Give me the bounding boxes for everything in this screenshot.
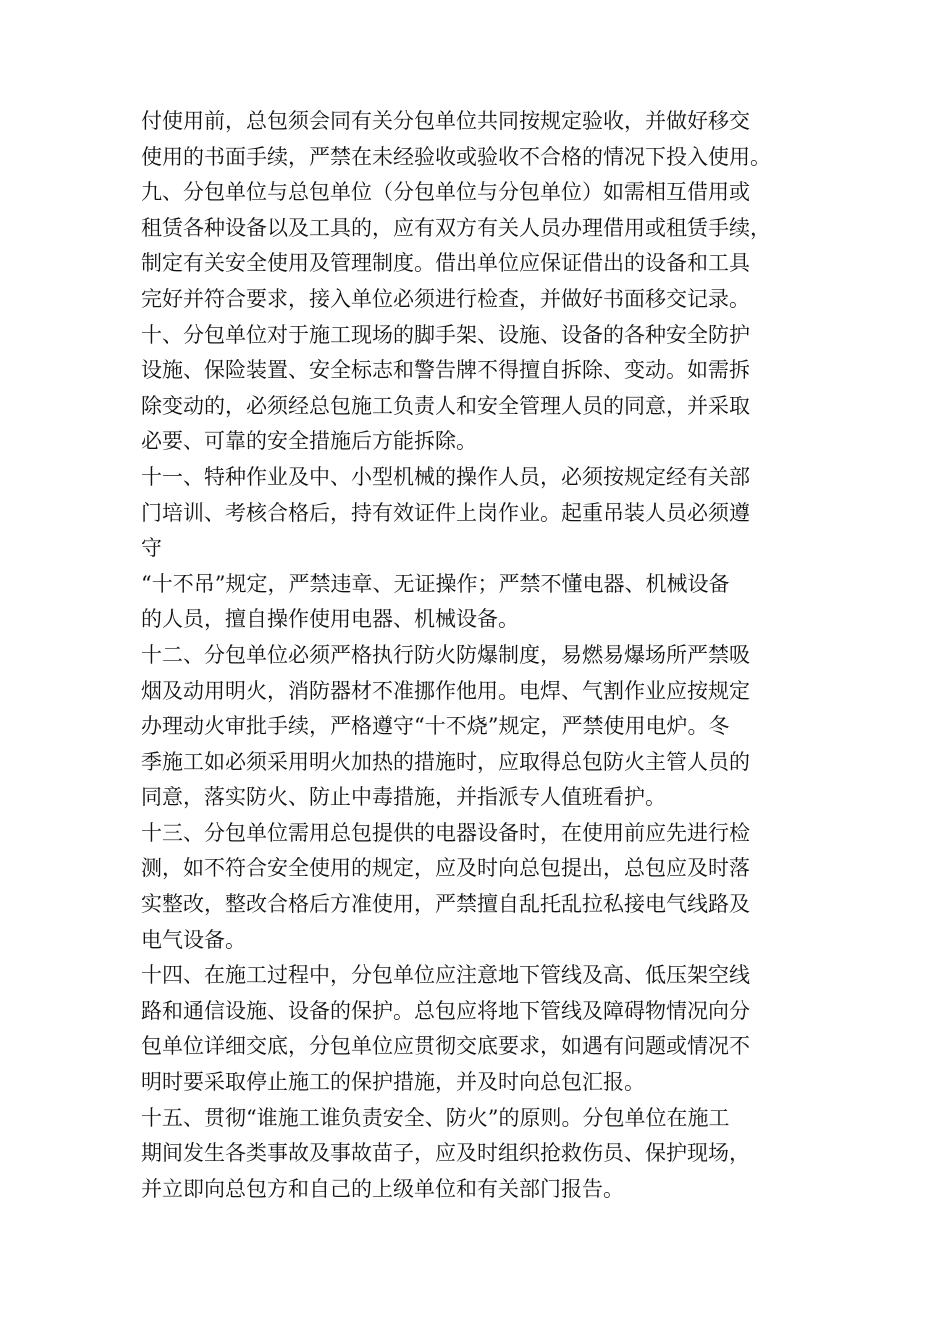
text-line: 烟及动用明火，消防器材不准挪作他用。电焊、气割作业应按规定 (141, 678, 750, 703)
text-line: 电气设备。 (141, 927, 246, 952)
text-line: 十一、特种作业及中、小型机械的操作人员，必须按规定经有关部 (141, 464, 750, 489)
text-line: 必要、可靠的安全措施后方能拆除。 (141, 429, 477, 454)
text-line: 九、分包单位与总包单位（分包单位与分包单位）如需相互借用或 (141, 180, 750, 205)
text-line: 门培训、考核合格后，持有效证件上岗作业。起重吊装人员必须遵 (141, 500, 750, 525)
text-line: 十四、在施工过程中，分包单位应注意地下管线及高、低压架空线 (141, 963, 750, 988)
text-line: 十五、贯彻“谁施工谁负责安全、防火”的原则。分包单位在施工 (141, 1105, 730, 1130)
text-line: “十不吊”规定，严禁违章、无证操作；严禁不懂电器、机械设备 (141, 571, 730, 596)
text-line: 制定有关安全使用及管理制度。借出单位应保证借出的设备和工具 (141, 251, 750, 276)
text-line: 办理动火审批手续，严格遵守“十不烧”规定，严禁使用电炉。冬 (141, 714, 730, 739)
text-line: 路和通信设施、设备的保护。总包应将地下管线及障碍物情况向分 (141, 998, 750, 1023)
text-line: 完好并符合要求，接入单位必须进行检查，并做好书面移交记录。 (141, 286, 750, 311)
text-line: 守 (141, 536, 162, 561)
text-line: 实整改，整改合格后方准使用，严禁擅自乱托乱拉私接电气线路及 (141, 892, 750, 917)
text-line: 使用的书面手续，严禁在未经验收或验收不合格的情况下投入使用。 (141, 144, 771, 169)
text-line: 同意，落实防火、防止中毒措施，并指派专人值班看护。 (141, 785, 666, 810)
text-line: 测，如不符合安全使用的规定，应及时向总包提出，总包应及时落 (141, 856, 750, 881)
text-line: 十二、分包单位必须严格执行防火防爆制度，易燃易爆场所严禁吸 (141, 642, 750, 667)
text-line: 十、分包单位对于施工现场的脚手架、设施、设备的各种安全防护 (141, 322, 750, 347)
text-line: 设施、保险装置、安全标志和警告牌不得擅自拆除、变动。如需拆 (141, 358, 750, 383)
text-line: 十三、分包单位需用总包提供的电器设备时，在使用前应先进行检 (141, 820, 750, 845)
text-line: 包单位详细交底，分包单位应贯彻交底要求，如遇有问题或情况不 (141, 1034, 750, 1059)
text-line: 期间发生各类事故及事故苗子，应及时组织抢救伤员、保护现场， (141, 1141, 750, 1166)
text-line: 租赁各种设备以及工具的，应有双方有关人员办理借用或租赁手续， (141, 215, 771, 240)
text-line: 明时要采取停止施工的保护措施，并及时向总包汇报。 (141, 1070, 645, 1095)
text-line: 付使用前，总包须会同有关分包单位共同按规定验收，并做好移交 (141, 109, 750, 133)
text-line: 季施工如必须采用明火加热的措施时，应取得总包防火主管人员的 (141, 749, 750, 774)
text-line: 并立即向总包方和自己的上级单位和有关部门报告。 (141, 1176, 624, 1201)
body-text (141, 104, 821, 1207)
text-line: 除变动的，必须经总包施工负责人和安全管理人员的同意，并采取 (141, 393, 750, 418)
text-line: 的人员，擅自操作使用电器、机械设备。 (141, 607, 519, 632)
